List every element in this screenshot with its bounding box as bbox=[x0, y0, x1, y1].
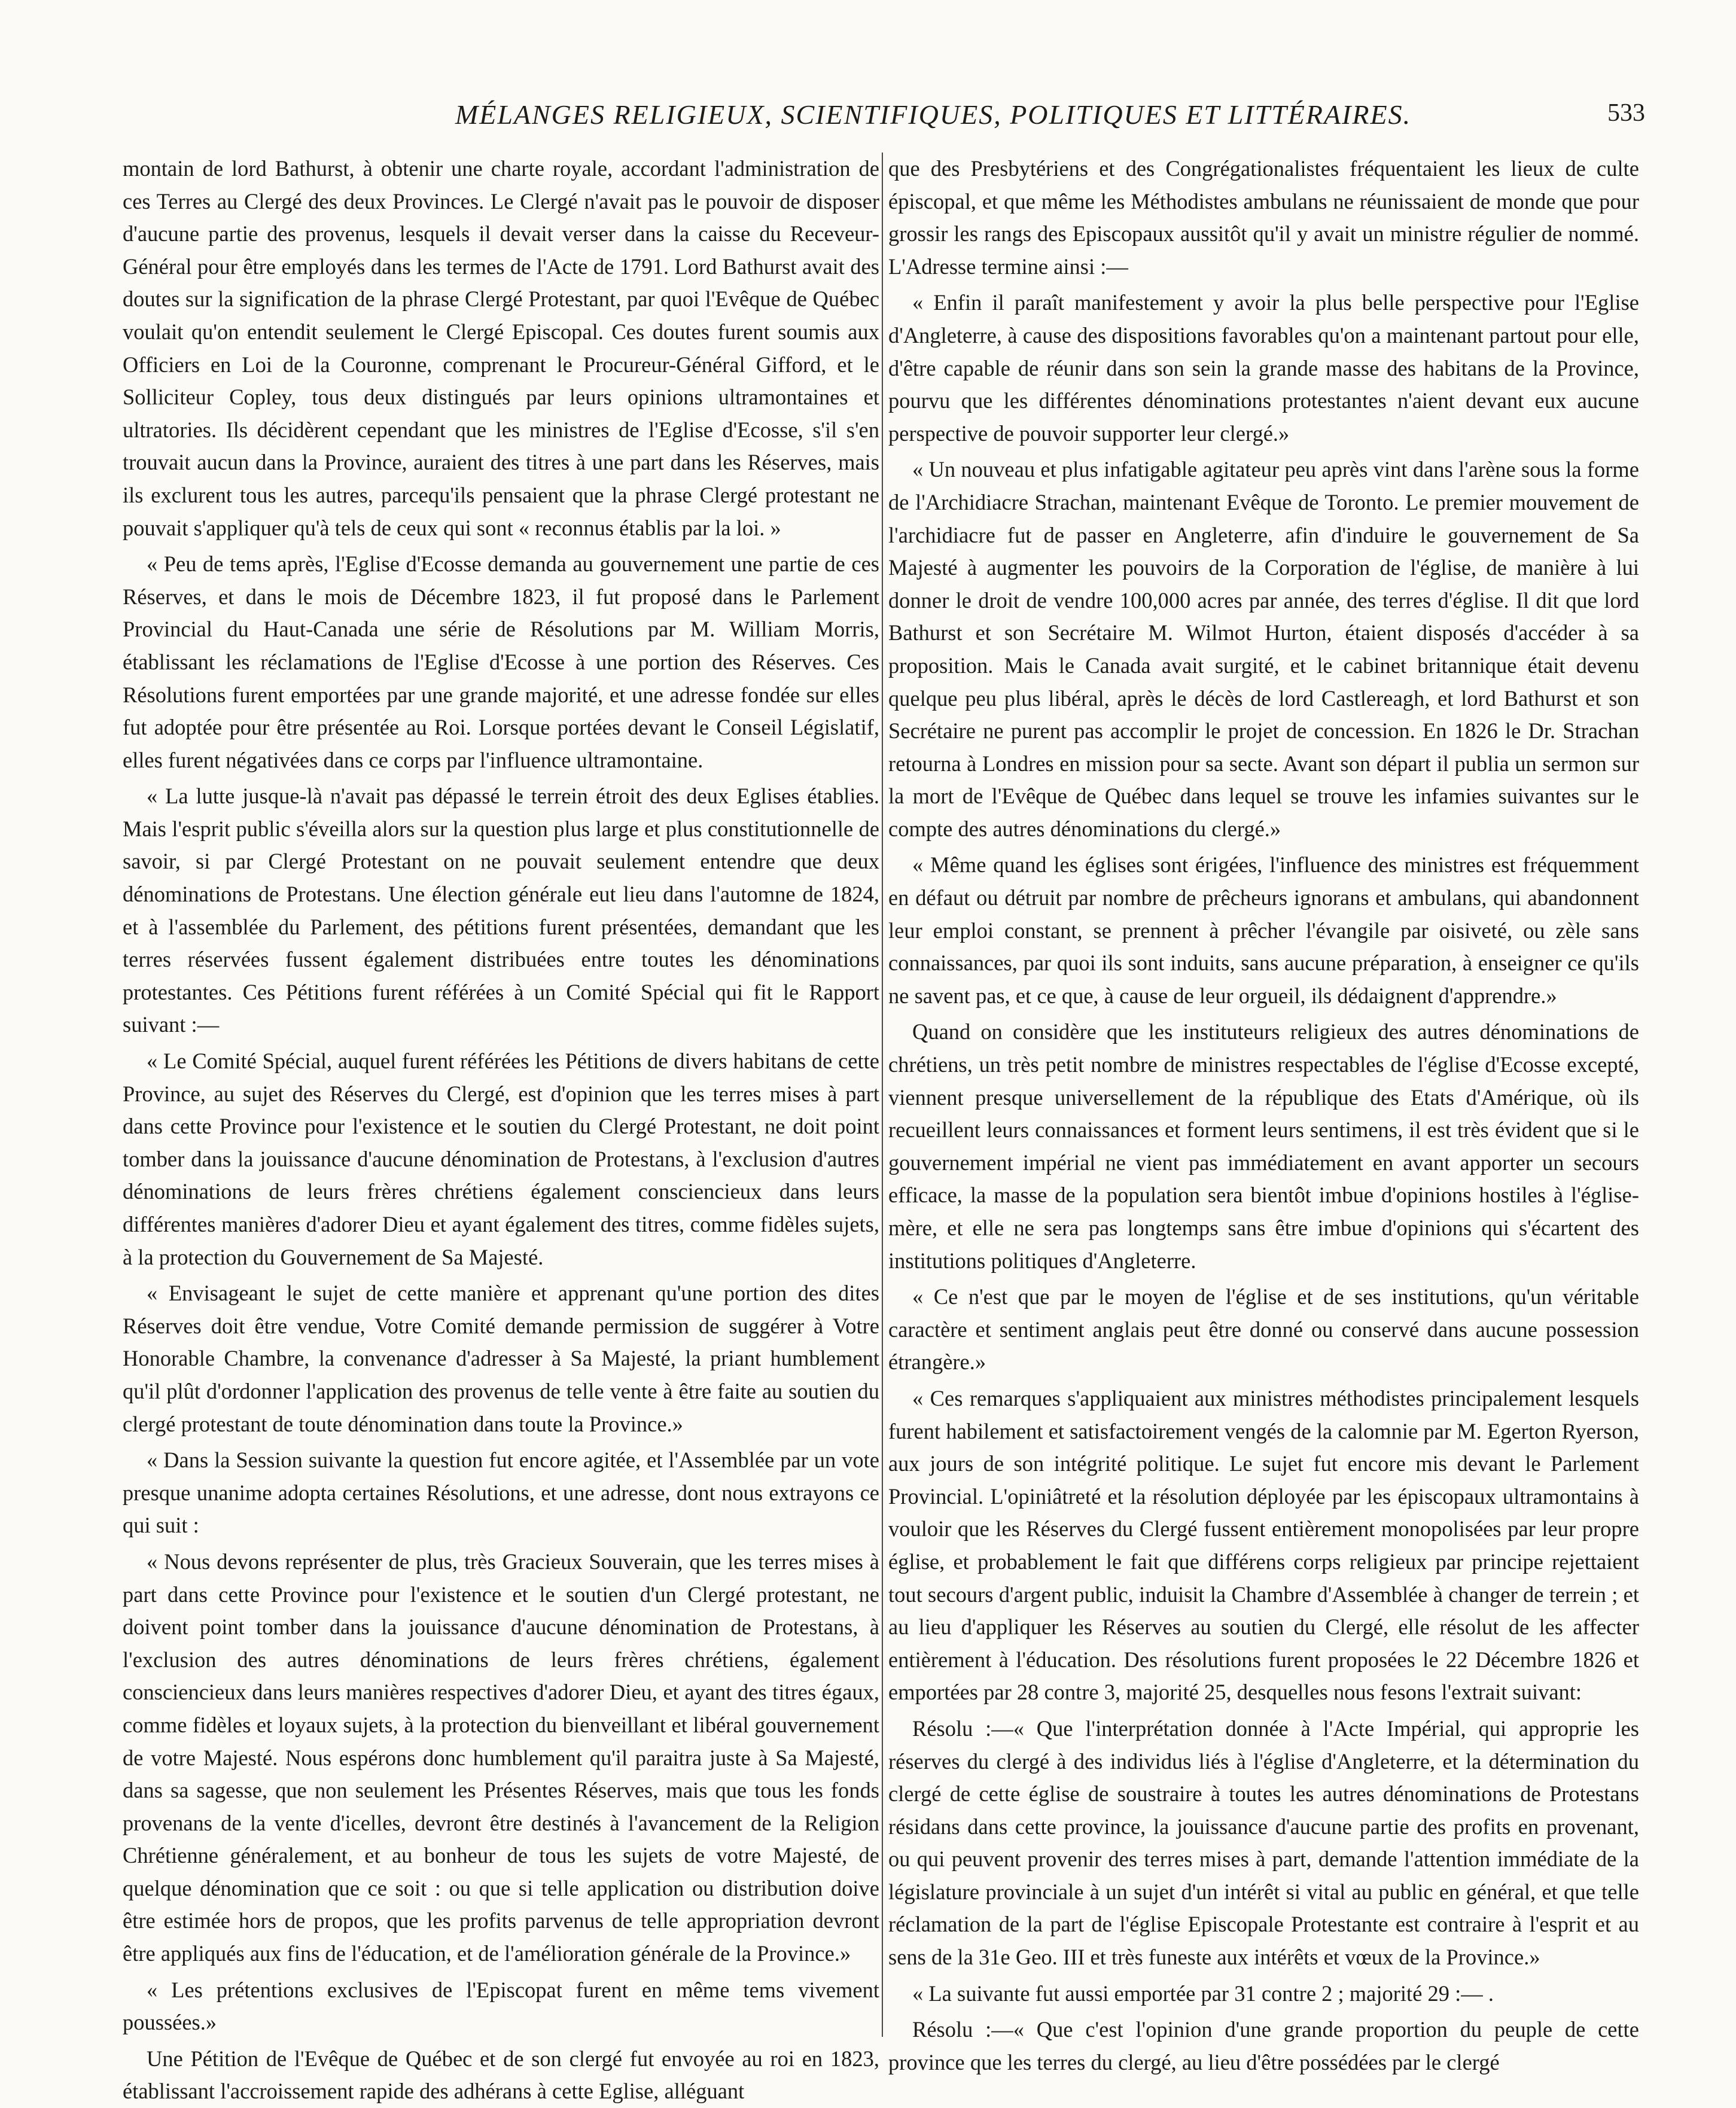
paragraph: que des Presbytériens et des Congrégationalistes fréquentaient les lieux de culte épiscopal, et que même les Méthodistes ambulans ne réunissaient de monde que pour grossir les rangs des Episcopaux aussitôt qu'il y avait un ministre régulier de nommé. L'Adresse termine ainsi :— bbox=[888, 156, 1639, 279]
paragraph: « Nous devons représenter de plus, très Gracieux Souverain, que les terres mises à part dans cette Province pour l'existence et le soutien d'un Clergé protestant, ne doivent point tomber dans la jouissance d'aucune dénomination de Protestans, à l'exclusion des autres dénominations de leurs frères chrétiens, également consciencieux dans leurs manières respectives d'adorer Dieu, et ayant des titres égaux, comme fidèles et loyaux sujets, à la protection du bienveillant et libéral gouvernement de votre Majesté. Nous espérons donc humblement qu'il paraitra juste à Sa Majesté, dans sa sagesse, que non seulement les Présentes Réserves, mais que tous les fonds provenans de la vente d'icelles, devront être destinés à l'avancement de la Religion Chrétienne généralement, et au bonheur de tous les sujets de votre Majesté, de quelque dénomination que ce soit : ou que si telle application ou distribution doive être estimée hors de propos, que les profits parvenus de telle appropriation devront être appliqués aux fins de l'éducation, et de l'amélioration générale de la Province.» bbox=[123, 1549, 879, 1966]
paragraph: montain de lord Bathurst, à obtenir une charte royale, accordant l'administration de ces Terres au Clergé des deux Provinces. Le Clergé n'avait pas le pouvoir de disposer d'aucune partie des provenus, lesquels il devait verser dans la caisse du Receveur-Général pour être employés dans les termes de l'Acte de 1791. Lord Bathurst avait des doutes sur la signification de la phrase Clergé Protestant, par quoi l'Evêque de Québec voulait qu'on entendit seulement le Clergé Episcopal. Ces doutes furent soumis aux Officiers en Loi de la Couronne, comprenant le Procureur-Général Gifford, et le Solliciteur Copley, tous deux distingués par leurs opinions ultramontaines et ultratories. Ils décidèrent cependant que les ministres de l'Eglise d'Ecosse, s'il s'en trouvait aucun dans la Province, auraient des titres à une part dans les Réserves, mais ils exclurent tous les autres, parcequ'ils pensaient que la phrase Clergé protestant ne pouvait s'appliquer qu'à tels de ceux qui sont « reconnus établis par la loi. » bbox=[123, 156, 879, 540]
paragraph: Une Pétition de l'Evêque de Québec et de son clergé fut envoyée au roi en 1823, établissant l'accroissement rapide des adhérans à cette Eglise, alléguant bbox=[123, 2046, 879, 2104]
paragraph: « Même quand les églises sont érigées, l'influence des ministres est fréquemment en défaut ou détruit par nombre de prêcheurs ignorans et ambulans, qui abandonnent leur emploi constant, se prennent à prêcher l'évangile par oisiveté, ou zèle sans connaissances, par quoi ils sont induits, sans aucune préparation, à enseigner ce qu'ils ne savent pas, et ce que, à cause de leur orgueil, ils dédaignent d'apprendre.» bbox=[888, 852, 1639, 1008]
paragraph: Résolu :—« Que c'est l'opinion d'une grande proportion du peuple de cette province que les terres du clergé, au lieu d'être possédées par le clergé bbox=[888, 2017, 1639, 2075]
paragraph: « Ce n'est que par le moyen de l'église et de ses institutions, qu'un véritable caractère et sentiment anglais peut être donné ou conservé dans aucune possession étrangère.» bbox=[888, 1284, 1639, 1375]
paragraph: « Un nouveau et plus infatigable agitateur peu après vint dans l'arène sous la forme de l'Archidiacre Strachan, maintenant Evêque de Toronto. Le premier mouvement de l'archidiacre fut de passer en Angleterre, afin d'induire le gouvernement de Sa Majesté à augmenter les pouvoirs de la Corporation de l'église, de manière à lui donner le droit de vendre 100,000 acres par année, des terres d'église. Il dit que lord Bathurst et son Secrétaire M. Wilmot Hurton, étaient disposés d'accéder à sa proposition. Mais le Canada avait surgité, et le cabinet britannique était devenu quelque peu plus libéral, après le décès de lord Castlereagh, et lord Bathurst et son Secrétaire ne purent pas accomplir le projet de concession. En 1826 le Dr. Strachan retourna à Londres en mission pour sa secte. Avant son départ il publia un sermon sur la mort de l'Evêque de Québec dans lequel se trouve les infamies suivantes sur le compte des autres dénominations du clergé.» bbox=[888, 457, 1639, 841]
column-divider bbox=[882, 153, 883, 2037]
paragraph: Quand on considère que les instituteurs religieux des autres dénominations de chrétiens, un très petit nombre de ministres respectables de l'église d'Ecosse excepté, viennent presque universellement de la république des Etats d'Amérique, où ils recueillent leurs connaissances et forment leurs sentimens, il est très évident que si le gouvernement impérial ne vient pas immédiatement en avant apporter un secours efficace, la masse de la population sera bientôt imbue d'opinions hostiles à l'église-mère, et elle ne sera pas longtemps sans être imbue d'opinions qui s'écartent des institutions politiques d'Angleterre. bbox=[888, 1019, 1639, 1273]
paragraph: « Peu de tems après, l'Eglise d'Ecosse demanda au gouvernement une partie de ces Réserves, et dans le mois de Décembre 1823, il fut proposé dans le Parlement Provincial du Haut-Canada une série de Résolutions par M. William Morris, établissant les réclamations de l'Eglise d'Ecosse à une portion des Réserves. Ces Résolutions furent emportées par une grande majorité, et une adresse fondée sur elles fut adoptée pour être présentée au Roi. Lorsque portées devant le Conseil Législatif, elles furent négativées dans ce corps par l'influence ultramontaine. bbox=[123, 552, 879, 772]
paragraph: « Envisageant le sujet de cette manière et apprenant qu'une portion des dites Réserves doit être vendue, Votre Comité demande permission de suggérer à Votre Honorable Chambre, la convenance d'adresser à Sa Majesté, la priant humblement qu'il plût d'ordonner l'application des provenus de telle vente à être faite au soutien du clergé protestant de toute dénomination dans toute la Province.» bbox=[123, 1281, 879, 1436]
paragraph: « La suivante fut aussi emportée par 31 contre 2 ; majorité 29 :— . bbox=[912, 1981, 1494, 2006]
right-column bbox=[888, 153, 1639, 2075]
page-header bbox=[90, 99, 1645, 147]
paragraph: Résolu :—« Que l'interprétation donnée à l'Acte Impérial, qui approprie les réserves du clergé à des individus liés à l'église d'Angleterre, et la détermination du clergé de cette église de soustraire à toutes les autres dénominations de Protestans résidans dans cette province, la jouissance d'aucune partie des profits en provenant, ou qui peuvent provenir des terres mises à part, demande l'attention immédiate de la législature provinciale à un sujet d'un intérêt si vital au public en général, et que telle réclamation de la part de l'église Episcopale Protestante est contraire à l'esprit et au sens de la 31e Geo. III et très funeste aux intérêts et vœux de la Province.» bbox=[888, 1716, 1639, 1970]
paragraph: « Le Comité Spécial, auquel furent référées les Pétitions de divers habitans de cette Province, au sujet des Réserves du Clergé, est d'opinion que les terres mises à part dans cette Province pour l'existence et le soutien du Clergé Protestant, ne doit point tomber dans la jouissance d'aucune dénomination de Protestans, à l'exclusion d'autres dénominations de leurs frères chrétiens également consciencieux dans leurs différentes manières d'adorer Dieu et ayant également des titres, comme fidèles sujets, à la protection du Gouvernement de Sa Majesté. bbox=[123, 1049, 879, 1269]
paragraph: « Ces remarques s'appliquaient aux ministres méthodistes principalement lesquels furent habilement et satisfactoirement vengés de la calomnie par M. Egerton Ryerson, aux jours de son intégrité politique. Le sujet fut encore mis devant le Parlement Provincial. L'opiniâtreté et la résolution déployée par les épiscopaux ultramontains à vouloir que les Réserves du Clergé fussent entièrement monopolisées par leur propre église, et probablement le fait que différens corps religieux par principe rejettaient tout secours d'argent public, induisit la Chambre d'Assemblée à changer de terrein ; et au lieu d'appliquer les Réserves au soutien du Clergé, elle résolut de les affecter entièrement à l'éducation. Des résolutions furent proposées le 22 Décembre 1826 et emportées par 28 contre 3, majorité 25, desquelles nous fesons l'extrait suivant: bbox=[888, 1385, 1639, 1705]
paragraph: « La lutte jusque-là n'avait pas dépassé le terrein étroit des deux Eglises établies. Mais l'esprit public s'éveilla alors sur la question plus large et plus constitutionnelle de savoir, si par Clergé Protestant on ne pouvait seulement entendre que deux dénominations de Protestans. Une élection générale eut lieu dans l'automne de 1824, et à l'assemblée du Parlement, des pétitions furent présentées, demandant que les terres réservées fussent également distribuées entre toutes les dénominations protestantes. Ces Pétitions furent référées à un Comité Spécial qui fit le Rapport suivant :— bbox=[123, 784, 879, 1037]
page-number: 533 bbox=[1607, 99, 1645, 127]
paragraph: « Enfin il paraît manifestement y avoir la plus belle perspective pour l'Eglise d'Angleterre, à cause des dispositions favorables qu'on a maintenant partout pour elle, d'être capable de réunir dans son sein la grande masse des habitans de la Province, pourvu que les différentes dénominations protestantes n'aient devant eux aucune perspective de pouvoir supporter leur clergé.» bbox=[888, 290, 1639, 446]
paragraph: « Dans la Session suivante la question fut encore agitée, et l'Assemblée par un vote presque unanime adopta certaines Résolutions, et une adresse, dont nous extrayons ce qui suit : bbox=[123, 1448, 879, 1538]
left-column bbox=[123, 153, 879, 2104]
running-title: MÉLANGES RELIGIEUX, SCIENTIFIQUES, POLITIQUES ET LITTÉRAIRES. bbox=[455, 99, 1412, 130]
paragraph: « Les prétentions exclusives de l'Episcopat furent en même tems vivement poussées.» bbox=[123, 1977, 879, 2035]
